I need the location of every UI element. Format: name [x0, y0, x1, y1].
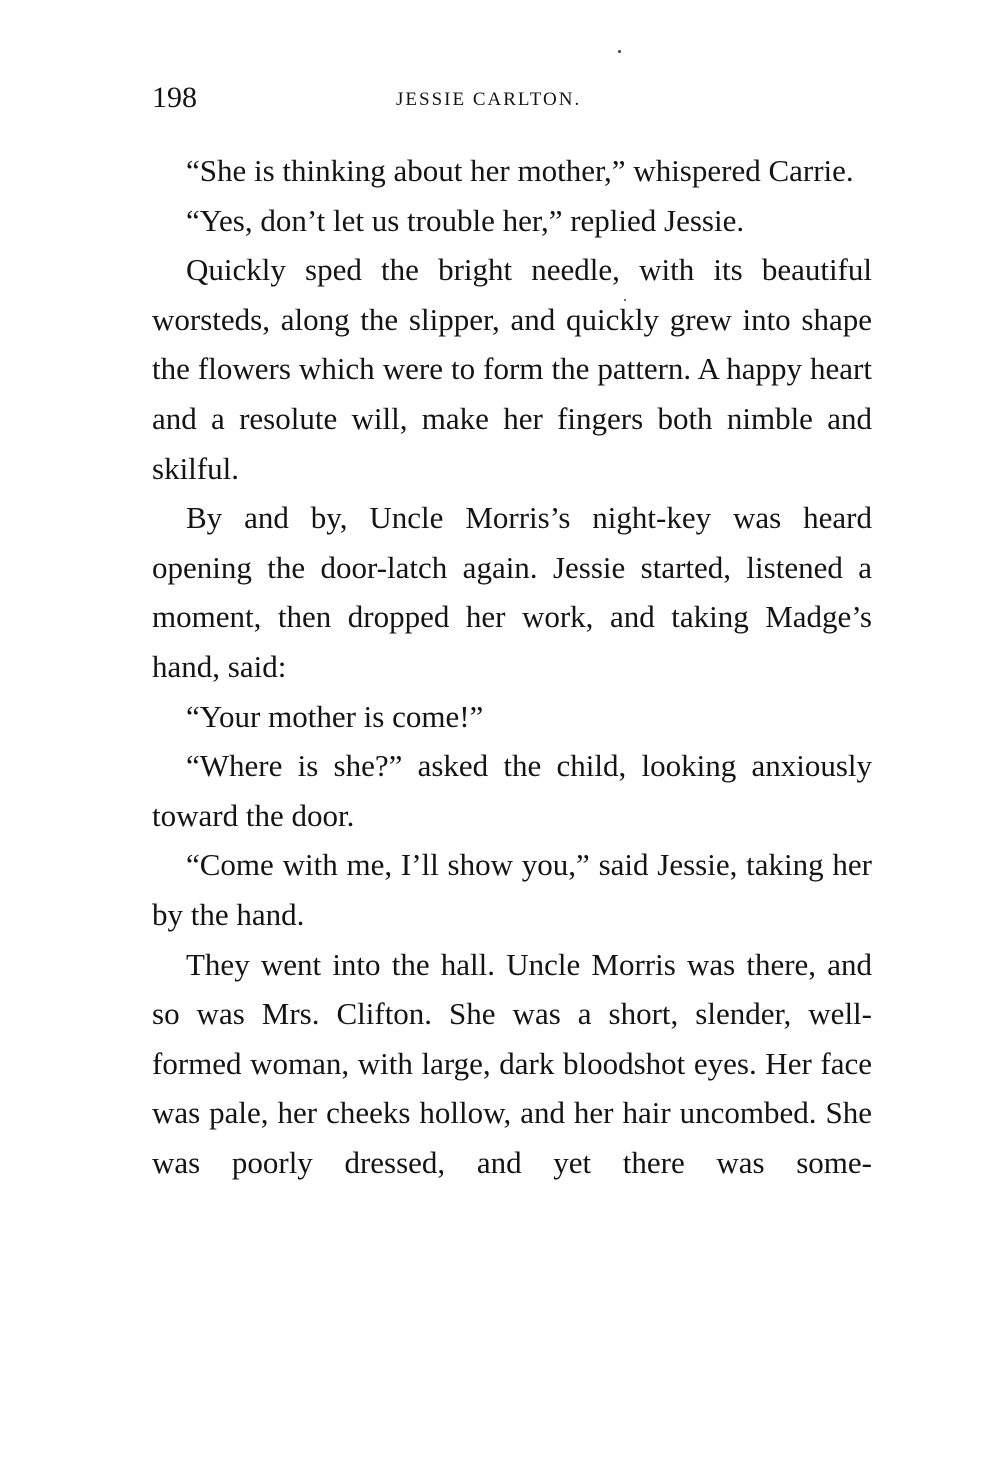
paragraph: “Where is she?” asked the child, looking anxiously toward the door.: [152, 748, 872, 833]
print-speck: [618, 50, 621, 53]
paragraph: Quickly sped the bright needle, with its beautiful worsteds, along the slipper, and quickly grew into shape the flowers which were to form the pattern. A happy heart and a resolute will, make her fingers both nimble and skilful.: [152, 252, 872, 486]
page-header: [152, 80, 872, 120]
page-number: 198: [152, 81, 197, 114]
paragraph: “Come with me, I’ll show you,” said Jessie, taking her by the hand.: [152, 847, 872, 932]
paragraph: “Yes, don’t let us trouble her,” replied Jessie.: [186, 202, 745, 238]
paragraph: “She is thinking about her mother,” whispered Carrie.: [186, 153, 854, 188]
paragraph: They went into the hall. Uncle Morris was there, and so was Mrs. Clifton. She was a short, slender, well-formed woman, with large, dark bloodshot eyes. Her face was pale, her cheeks hollow, and her hair uncombed. She was poorly dressed, and yet there was some-: [152, 946, 872, 1180]
body-text: [152, 146, 872, 1187]
running-title: JESSIE CARLTON.: [396, 89, 582, 110]
paragraph: “Your mother is come!”: [186, 698, 484, 734]
paragraph: By and by, Uncle Morris’s night-key was heard opening the door-latch again. Jessie started, listened a moment, then dropped her work, and taking Madge’s hand, said:: [152, 500, 872, 684]
